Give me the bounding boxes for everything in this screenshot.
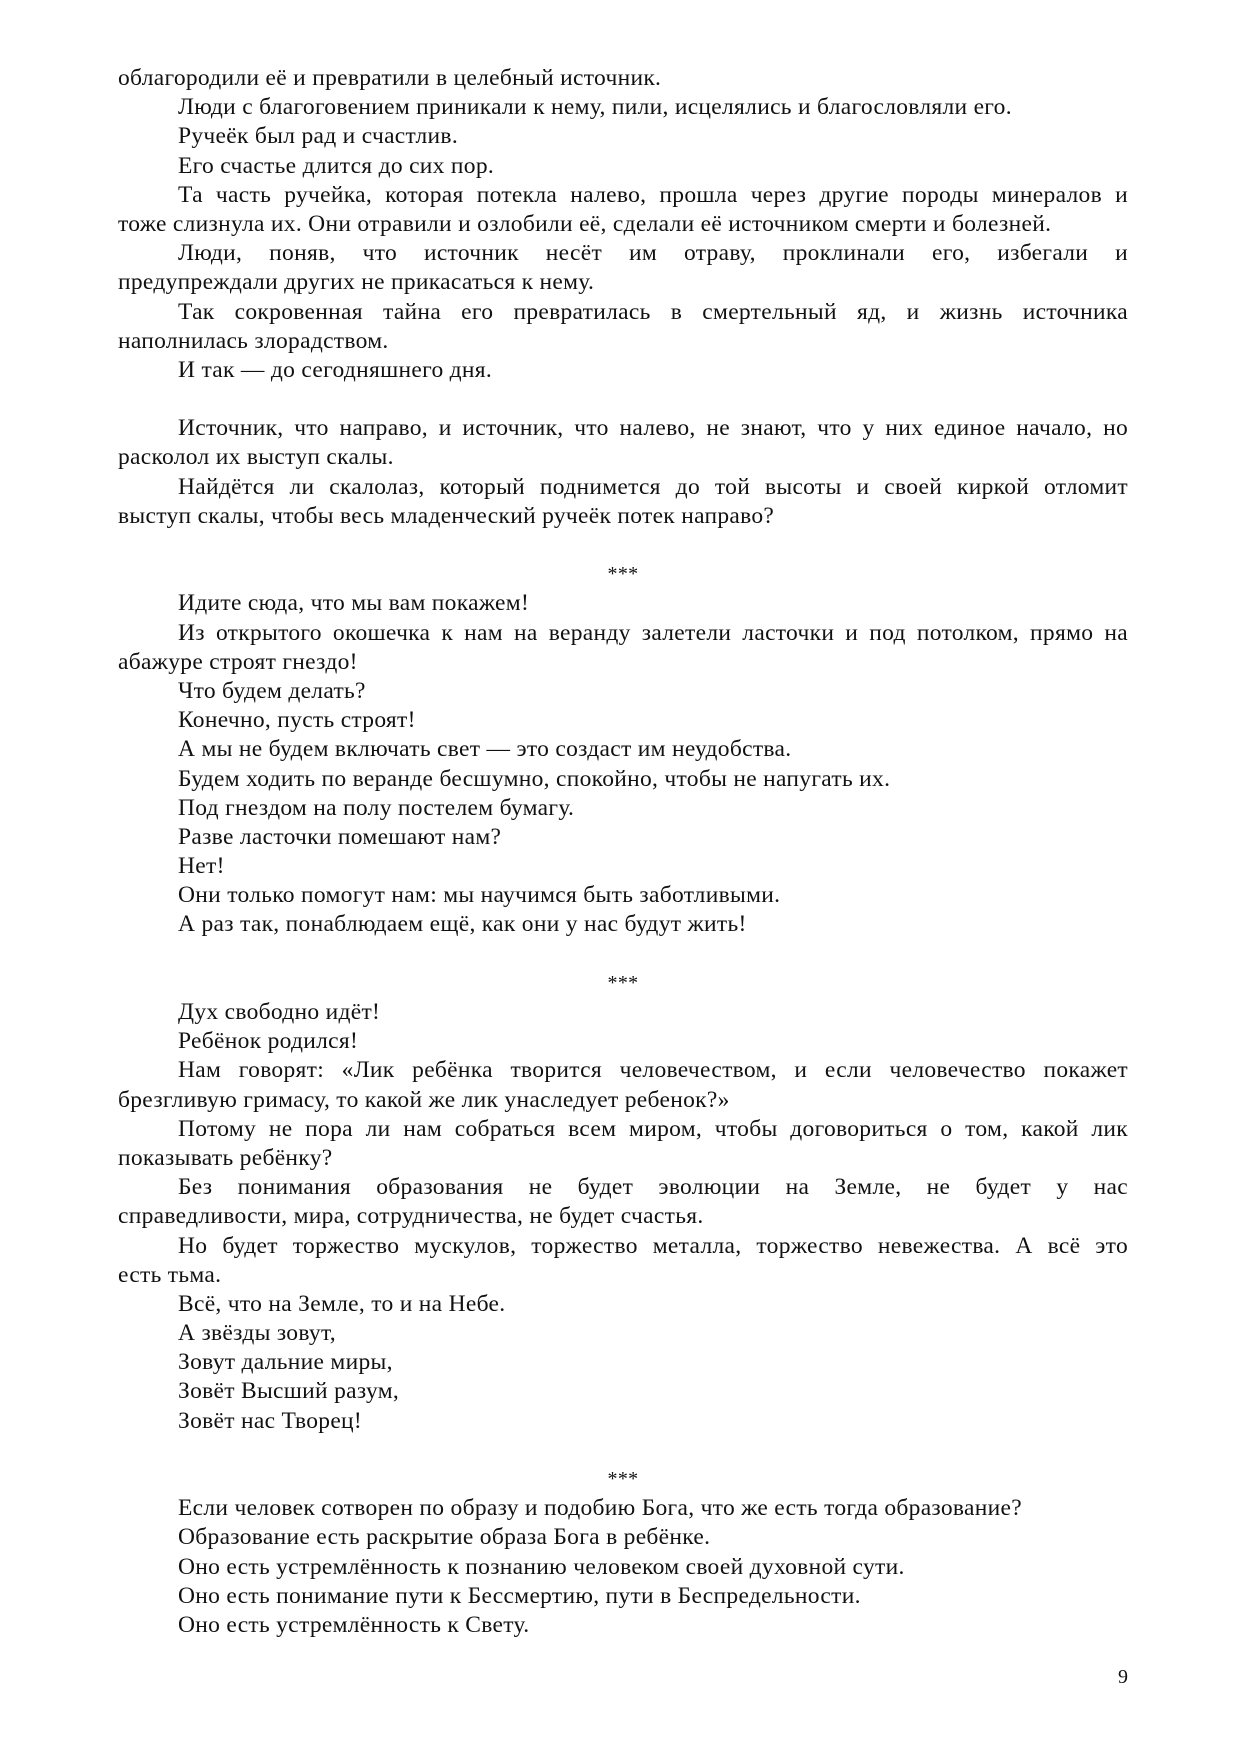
- section-separator: ***: [607, 1468, 639, 1490]
- paragraph: [118, 1611, 1128, 1640]
- text-line: Нет!: [178, 853, 225, 880]
- text-line: Оно есть устремлённость к познанию человеком своей духовной сути.: [178, 1553, 905, 1580]
- text-line: Будем ходить по веранде бесшумно, спокойно, чтобы не напугать их.: [178, 765, 891, 792]
- text-line: Из открытого окошечка к нам на веранду залетели ласточки и под потолком, прямо на: [178, 619, 1128, 646]
- paragraph: [118, 356, 1128, 385]
- paragraph: [118, 1348, 1128, 1377]
- paragraph: [118, 589, 1128, 618]
- text-line: Нам говорят: «Лик ребёнка творится человечеством, и если человечество покажет: [178, 1057, 1128, 1084]
- paragraph: [118, 298, 1128, 356]
- paragraph: [118, 619, 1128, 677]
- blank-line: [118, 385, 1128, 414]
- text-line: Оно есть устремлённость к Свету.: [178, 1611, 530, 1638]
- paragraph: [118, 1319, 1128, 1348]
- paragraph: [118, 1056, 1128, 1114]
- paragraph: [118, 881, 1128, 910]
- text-line: А звёзды зовут,: [178, 1320, 336, 1347]
- text-line: Та часть ручейка, которая потекла налево, прошла через другие породы минералов и: [178, 181, 1128, 208]
- text-line: брезгливую гримасу, то какой же лик унаследует ребенок?»: [118, 1086, 730, 1113]
- text-line: справедливости, мира, сотрудничества, не будет счастья.: [118, 1203, 704, 1230]
- paragraph: [118, 1232, 1128, 1290]
- paragraph: [118, 706, 1128, 735]
- paragraph: [118, 122, 1128, 151]
- paragraph: [118, 181, 1128, 239]
- paragraph: [118, 93, 1128, 122]
- text-line: Люди, поняв, что источник несёт им отраву, проклинали его, избегали и: [178, 240, 1128, 267]
- paragraph: [118, 64, 1128, 93]
- blank-line: [118, 940, 1128, 969]
- text-line: есть тьма.: [118, 1261, 222, 1288]
- paragraph: [118, 765, 1128, 794]
- text-line: предупреждали других не прикасаться к нему.: [118, 269, 595, 296]
- text-line: Конечно, пусть строят!: [178, 707, 416, 734]
- text-line: Люди с благоговением приникали к нему, пили, исцелялись и благословляли его.: [178, 94, 1012, 121]
- page-number: 9: [1118, 1666, 1128, 1688]
- text-line: Они только помогут нам: мы научимся быть заботливыми.: [178, 882, 781, 909]
- text-line: Оно есть понимание пути к Бессмертию, пути в Беспредельности.: [178, 1582, 861, 1609]
- text-line: Но будет торжество мускулов, торжество металла, торжество невежества. А всё это: [178, 1232, 1128, 1259]
- text-line: Источник, что направо, и источник, что налево, не знают, что у них единое начало, но: [178, 415, 1128, 442]
- paragraph: [118, 1582, 1128, 1611]
- text-line: облагородили её и превратили в целебный источник.: [118, 65, 662, 91]
- text-line: наполнилась злорадством.: [118, 327, 389, 354]
- paragraph: [118, 239, 1128, 297]
- paragraph: [118, 1027, 1128, 1056]
- paragraph: [118, 910, 1128, 939]
- text-line: Образование есть раскрытие образа Бога в ребёнке.: [178, 1524, 711, 1551]
- text-line: Дух свободно идёт!: [178, 999, 381, 1025]
- text-line: абажуре строят гнездо!: [118, 648, 358, 675]
- text-line: тоже слизнула их. Они отравили и озлобили её, сделали её источником смерти и болезней.: [118, 210, 1052, 237]
- text-line: И так — до сегодняшнего дня.: [178, 356, 493, 383]
- paragraph: [118, 1494, 1128, 1523]
- paragraph: [118, 1377, 1128, 1406]
- document-body: [118, 64, 1128, 1640]
- paragraph: [118, 998, 1128, 1027]
- text-line: Зовёт Высший разум,: [178, 1378, 400, 1405]
- text-line: А мы не будем включать свет — это создаст им неудобства.: [178, 736, 792, 763]
- section-separator: ***: [607, 563, 639, 586]
- text-line: Найдётся ли скалолаз, который поднимется до той высоты и своей киркой отломит: [178, 473, 1128, 500]
- paragraph: [118, 1173, 1128, 1231]
- text-line: Идите сюда, что мы вам покажем!: [178, 590, 530, 617]
- text-line: Потому не пора ли нам собраться всем миром, чтобы договориться о том, какой лик: [178, 1115, 1128, 1142]
- text-line: показывать ребёнку?: [118, 1144, 333, 1171]
- paragraph: [118, 823, 1128, 852]
- paragraph: [118, 1115, 1128, 1173]
- text-line: А раз так, понаблюдаем ещё, как они у нас будут жить!: [178, 911, 747, 938]
- blank-line: [118, 531, 1128, 560]
- paragraph: [118, 794, 1128, 823]
- paragraph: [118, 1407, 1128, 1436]
- text-line: расколол их выступ скалы.: [118, 444, 394, 471]
- paragraph: [118, 1523, 1128, 1552]
- text-line: Под гнездом на полу постелем бумагу.: [178, 794, 575, 821]
- text-line: Ребёнок родился!: [178, 1028, 359, 1055]
- text-line: Зовут дальние миры,: [178, 1349, 393, 1376]
- text-line: Его счастье длится до сих пор.: [178, 152, 495, 179]
- paragraph: [118, 1553, 1128, 1582]
- blank-line: [118, 1436, 1128, 1465]
- section-separator: ***: [607, 971, 639, 994]
- paragraph: [118, 152, 1128, 181]
- paragraph: [118, 1290, 1128, 1319]
- paragraph: [118, 735, 1128, 764]
- text-line: Всё, что на Земле, то и на Небе.: [178, 1290, 506, 1317]
- paragraph: [118, 852, 1128, 881]
- paragraph: [118, 677, 1128, 706]
- text-line: Разве ласточки помешают нам?: [178, 823, 502, 850]
- paragraph: [118, 414, 1128, 472]
- text-line: Ручеёк был рад и счастлив.: [178, 123, 459, 150]
- text-line: выступ скалы, чтобы весь младенческий ручеёк потек направо?: [118, 502, 775, 529]
- text-line: Без понимания образования не будет эволюции на Земле, не будет у нас: [178, 1174, 1128, 1201]
- text-line: Если человек сотворен по образу и подобию Бога, что же есть тогда образование?: [178, 1495, 1022, 1522]
- text-line: Так сокровенная тайна его превратилась в смертельный яд, и жизнь источника: [178, 298, 1128, 325]
- text-line: Зовёт нас Творец!: [178, 1407, 363, 1434]
- text-line: Что будем делать?: [178, 677, 366, 704]
- paragraph: [118, 473, 1128, 531]
